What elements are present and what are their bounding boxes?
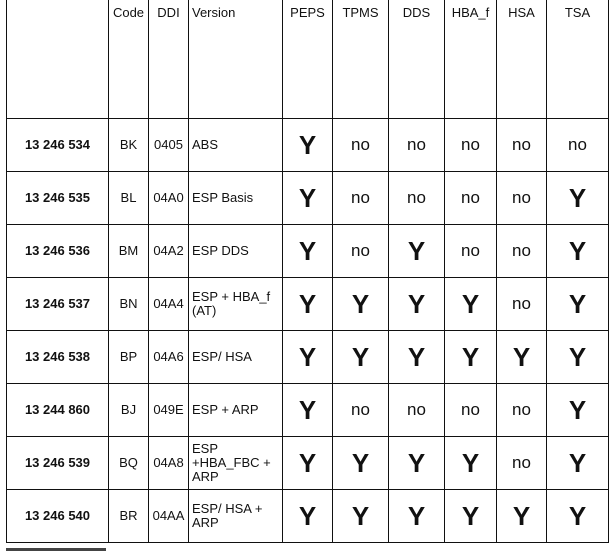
table-row <box>7 383 609 436</box>
header-tsa: TSA <box>547 0 609 118</box>
feature-cell <box>445 436 497 489</box>
version-cell: ESP/ HSA <box>189 330 283 383</box>
feature-table <box>6 0 609 543</box>
feature-yes-mark: Y <box>407 288 426 319</box>
feature-yes-mark: Y <box>568 394 587 425</box>
ddi-cell: 049E <box>149 383 189 436</box>
feature-yes-mark: Y <box>461 288 480 319</box>
version-cell: ESP DDS <box>189 224 283 277</box>
feature-yes-mark: Y <box>461 447 480 478</box>
code-cell: BK <box>109 118 149 171</box>
ddi-cell: 0405 <box>149 118 189 171</box>
ddi-cell: 04A6 <box>149 330 189 383</box>
version-cell: ABS <box>189 118 283 171</box>
feature-cell <box>497 118 547 171</box>
part-number-cell: 13 246 536 <box>7 224 109 277</box>
feature-yes-mark: Y <box>407 341 426 372</box>
table-row <box>7 171 609 224</box>
table-row <box>7 224 609 277</box>
feature-yes-mark: Y <box>298 235 317 266</box>
feature-cell <box>497 383 547 436</box>
feature-cell <box>333 489 389 542</box>
feature-cell <box>497 277 547 330</box>
header-hsa: HSA <box>497 0 547 118</box>
feature-yes-mark: Y <box>351 341 370 372</box>
feature-cell <box>389 171 445 224</box>
feature-yes-mark: Y <box>568 235 587 266</box>
feature-no-mark: no <box>407 400 426 419</box>
feature-cell <box>497 489 547 542</box>
feature-no-mark: no <box>512 453 531 472</box>
code-cell: BL <box>109 171 149 224</box>
feature-no-mark: no <box>568 135 587 154</box>
table-row <box>7 277 609 330</box>
version-cell: ESP + ARP <box>189 383 283 436</box>
part-number-cell: 13 246 534 <box>7 118 109 171</box>
header-version: Version <box>189 0 283 118</box>
feature-cell <box>497 171 547 224</box>
feature-cell <box>283 224 333 277</box>
feature-cell <box>547 118 609 171</box>
part-number-cell: 13 246 538 <box>7 330 109 383</box>
feature-cell <box>333 330 389 383</box>
feature-cell <box>333 277 389 330</box>
feature-cell <box>389 383 445 436</box>
feature-cell <box>445 118 497 171</box>
feature-cell <box>445 330 497 383</box>
feature-no-mark: no <box>512 241 531 260</box>
feature-cell <box>389 330 445 383</box>
feature-cell <box>547 436 609 489</box>
feature-yes-mark: Y <box>351 447 370 478</box>
code-cell: BM <box>109 224 149 277</box>
feature-cell <box>389 489 445 542</box>
header-hba-f: HBA_f <box>445 0 497 118</box>
part-number-cell: 13 244 860 <box>7 383 109 436</box>
feature-no-mark: no <box>351 400 370 419</box>
feature-yes-mark: Y <box>568 500 587 531</box>
feature-cell <box>283 171 333 224</box>
header-row <box>7 0 609 118</box>
bottom-rule <box>6 548 106 551</box>
ddi-cell: 04A8 <box>149 436 189 489</box>
feature-no-mark: no <box>461 188 480 207</box>
feature-yes-mark: Y <box>568 182 587 213</box>
header-ddi: DDI <box>149 0 189 118</box>
feature-cell <box>333 224 389 277</box>
feature-yes-mark: Y <box>568 447 587 478</box>
version-cell: ESP + HBA_f (AT) <box>189 277 283 330</box>
code-cell: BP <box>109 330 149 383</box>
feature-cell <box>547 277 609 330</box>
feature-cell <box>333 436 389 489</box>
code-cell: BN <box>109 277 149 330</box>
ddi-cell: 04AA <box>149 489 189 542</box>
feature-yes-mark: Y <box>407 500 426 531</box>
feature-cell <box>389 277 445 330</box>
feature-cell <box>547 489 609 542</box>
part-number-cell: 13 246 537 <box>7 277 109 330</box>
feature-no-mark: no <box>461 241 480 260</box>
feature-no-mark: no <box>512 294 531 313</box>
feature-cell <box>445 489 497 542</box>
part-number-cell: 13 246 540 <box>7 489 109 542</box>
feature-cell <box>283 489 333 542</box>
feature-cell <box>547 383 609 436</box>
feature-yes-mark: Y <box>461 341 480 372</box>
feature-yes-mark: Y <box>461 500 480 531</box>
feature-yes-mark: Y <box>351 288 370 319</box>
feature-cell <box>445 277 497 330</box>
feature-no-mark: no <box>351 188 370 207</box>
feature-yes-mark: Y <box>568 288 587 319</box>
feature-cell <box>547 171 609 224</box>
part-number-cell: 13 246 535 <box>7 171 109 224</box>
feature-no-mark: no <box>461 135 480 154</box>
feature-no-mark: no <box>512 188 531 207</box>
feature-no-mark: no <box>461 400 480 419</box>
code-cell: BJ <box>109 383 149 436</box>
code-cell: BR <box>109 489 149 542</box>
feature-yes-mark: Y <box>351 500 370 531</box>
feature-cell <box>283 277 333 330</box>
feature-no-mark: no <box>512 135 531 154</box>
feature-no-mark: no <box>351 241 370 260</box>
version-cell: ESP Basis <box>189 171 283 224</box>
header-code: Code <box>109 0 149 118</box>
table-body <box>7 118 609 542</box>
feature-cell <box>497 330 547 383</box>
feature-yes-mark: Y <box>407 447 426 478</box>
feature-no-mark: no <box>407 135 426 154</box>
ddi-cell: 04A2 <box>149 224 189 277</box>
feature-yes-mark: Y <box>407 235 426 266</box>
header-dds: DDS <box>389 0 445 118</box>
feature-cell <box>445 383 497 436</box>
feature-cell <box>497 224 547 277</box>
feature-cell <box>333 383 389 436</box>
feature-cell <box>283 383 333 436</box>
table-row <box>7 118 609 171</box>
feature-yes-mark: Y <box>298 129 317 160</box>
feature-yes-mark: Y <box>298 394 317 425</box>
feature-yes-mark: Y <box>298 182 317 213</box>
version-cell: ESP/ HSA + ARP <box>189 489 283 542</box>
feature-cell <box>547 224 609 277</box>
header-part-number <box>7 0 109 118</box>
feature-yes-mark: Y <box>298 500 317 531</box>
feature-yes-mark: Y <box>512 500 531 531</box>
feature-yes-mark: Y <box>298 447 317 478</box>
feature-cell <box>283 436 333 489</box>
table-row <box>7 489 609 542</box>
feature-yes-mark: Y <box>568 341 587 372</box>
table-row <box>7 436 609 489</box>
feature-cell <box>389 224 445 277</box>
feature-yes-mark: Y <box>298 341 317 372</box>
feature-yes-mark: Y <box>298 288 317 319</box>
feature-cell <box>283 118 333 171</box>
feature-no-mark: no <box>351 135 370 154</box>
part-number-cell: 13 246 539 <box>7 436 109 489</box>
feature-cell <box>445 171 497 224</box>
feature-yes-mark: Y <box>512 341 531 372</box>
feature-cell <box>445 224 497 277</box>
feature-no-mark: no <box>407 188 426 207</box>
feature-cell <box>389 118 445 171</box>
ddi-cell: 04A4 <box>149 277 189 330</box>
code-cell: BQ <box>109 436 149 489</box>
feature-cell <box>547 330 609 383</box>
ddi-cell: 04A0 <box>149 171 189 224</box>
feature-cell <box>389 436 445 489</box>
feature-cell <box>497 436 547 489</box>
table-row <box>7 330 609 383</box>
feature-no-mark: no <box>512 400 531 419</box>
version-cell: ESP +HBA_FBC + ARP <box>189 436 283 489</box>
feature-cell <box>283 330 333 383</box>
header-tpms: TPMS <box>333 0 389 118</box>
header-peps: PEPS <box>283 0 333 118</box>
feature-cell <box>333 118 389 171</box>
feature-cell <box>333 171 389 224</box>
